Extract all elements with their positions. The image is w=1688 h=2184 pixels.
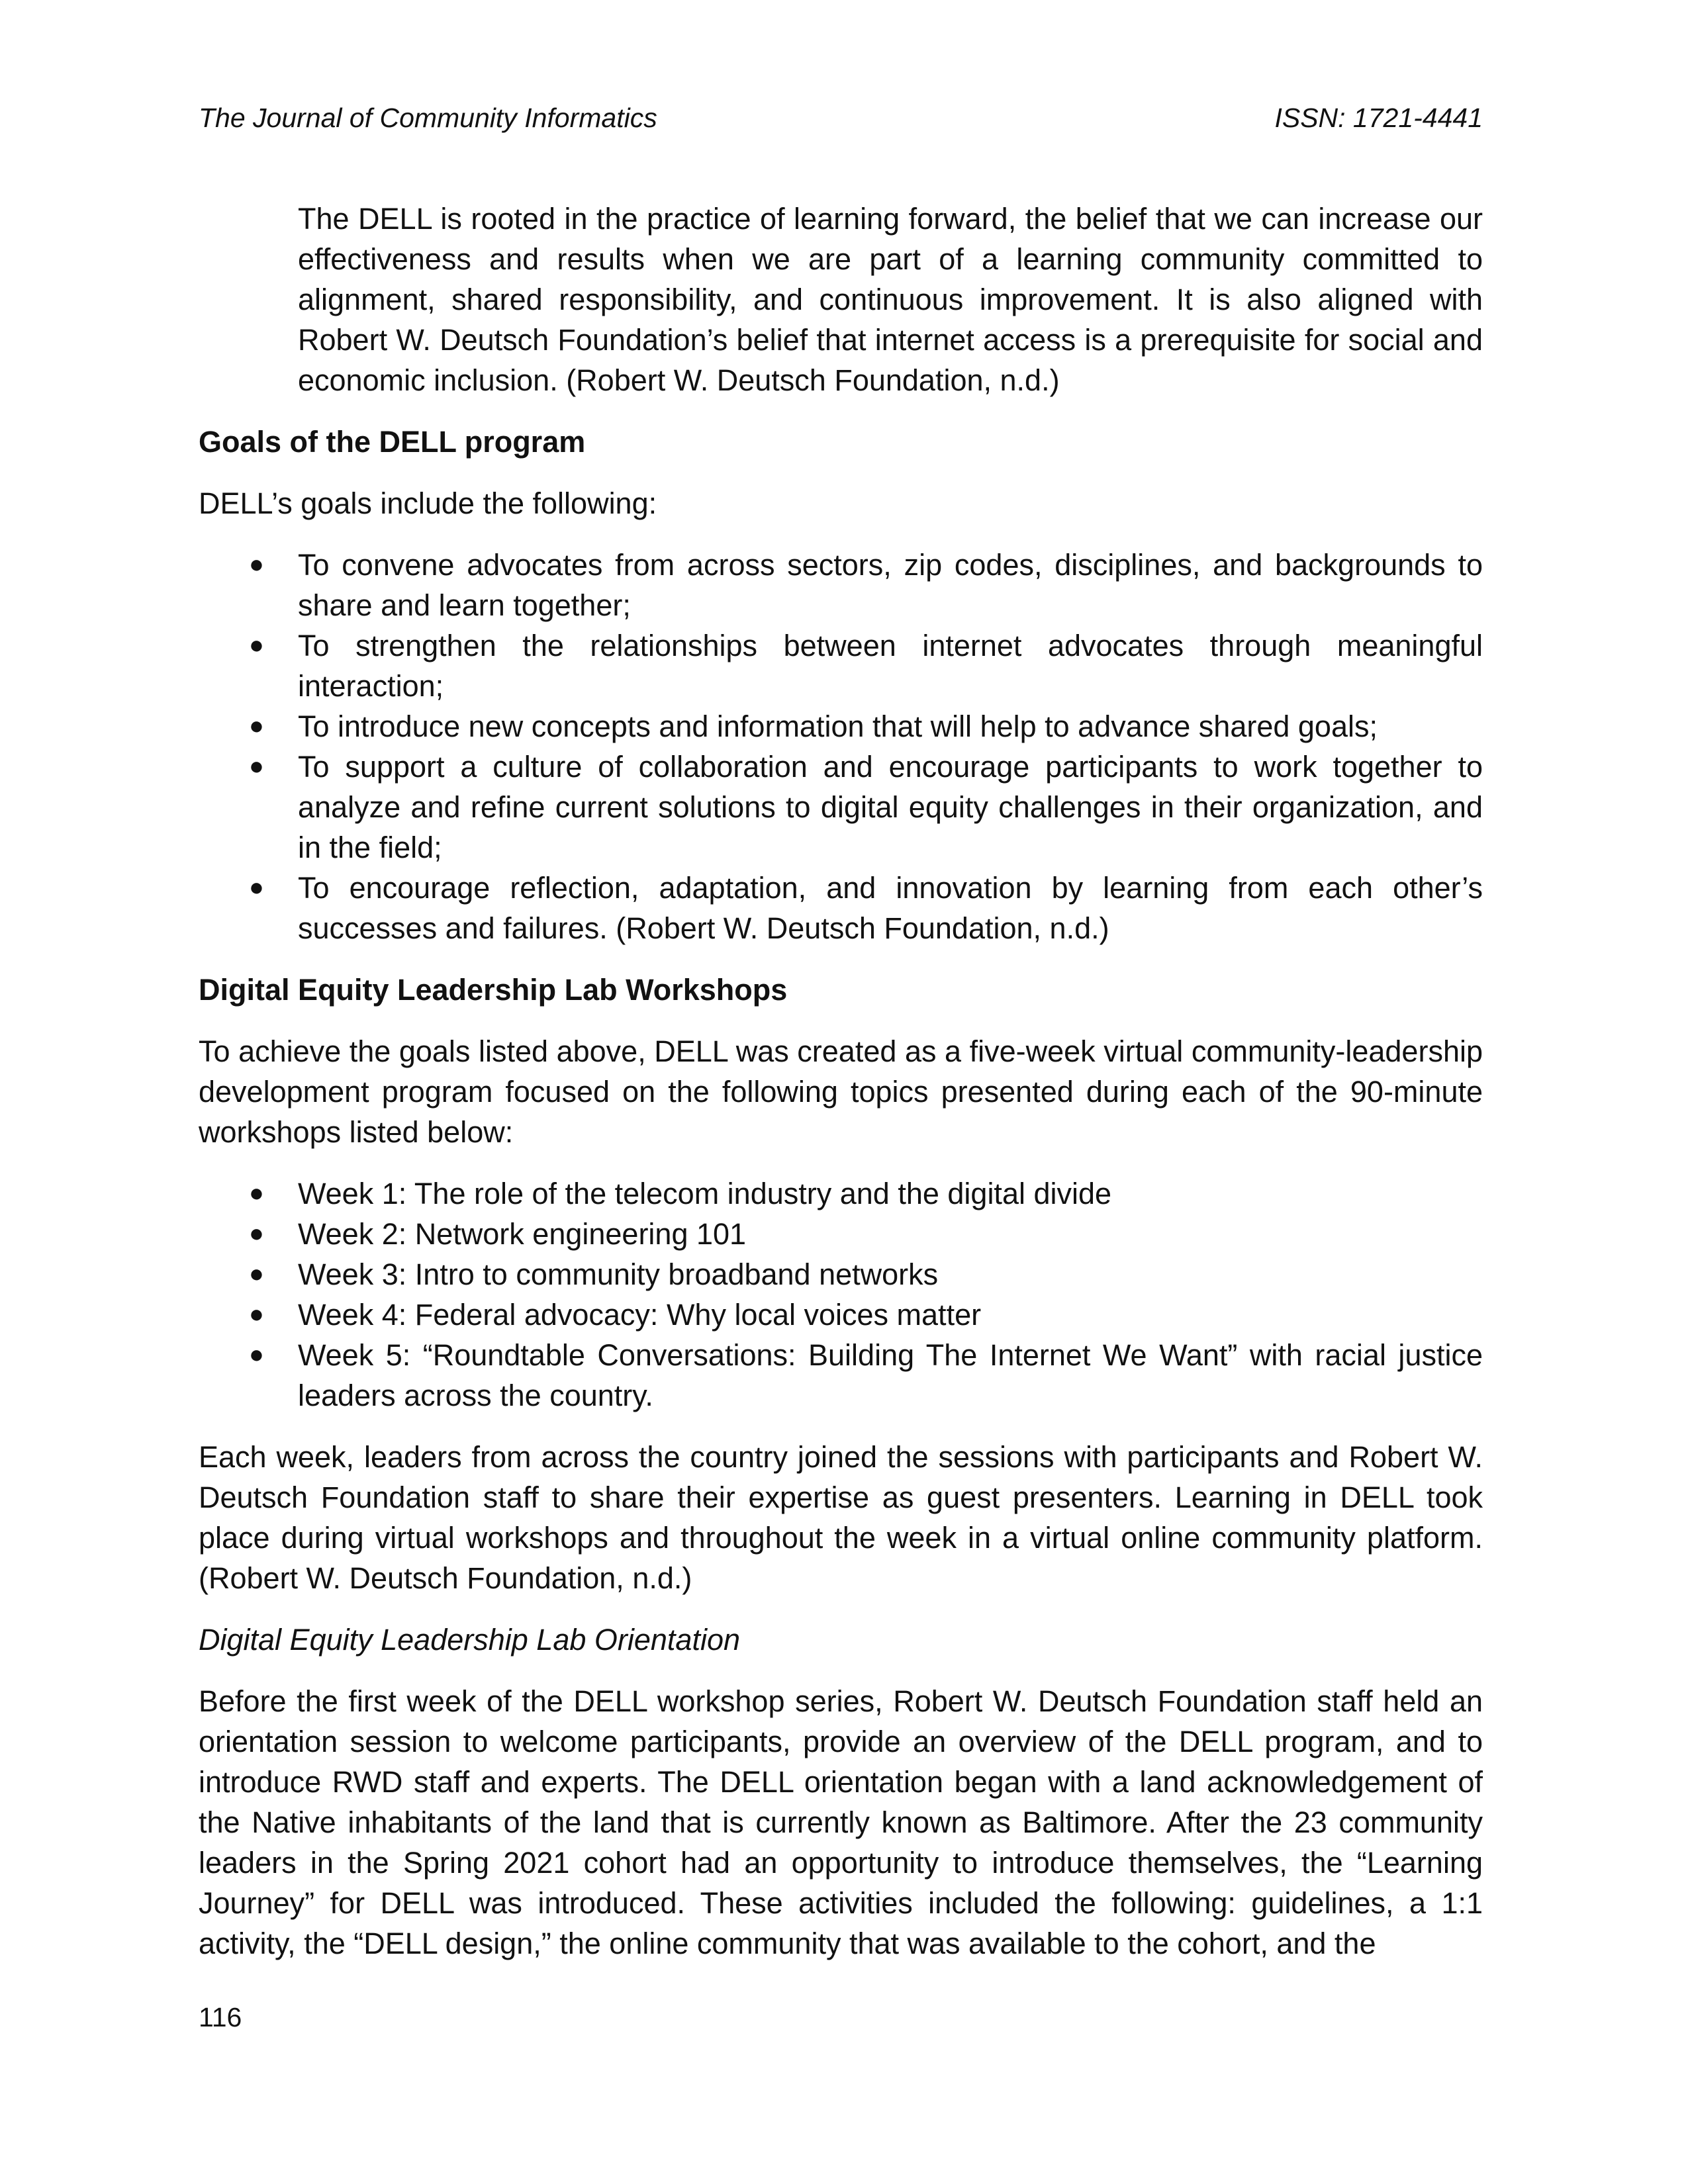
orientation-text: Before the first week of the DELL workshop series, Robert W. Deutsch Foundation staff held an orientation session to welcome participants, provide an overview of the DELL program, and to introduce RWD staff and experts. The DELL orientation began with a land acknowledgement of the Native inhabitants of the land that is currently known as Baltimore. After the 23 community leaders in the Spring 2021 cohort had an opportunity to introduce themselves, the “Learning Journey” for DELL was introduced. These activities included the following: guidelines, a 1:1 activity, the “DELL design,” the online community that was available to the cohort, and the: [199, 1684, 1483, 1960]
running-header: [199, 99, 1483, 136]
list-item: [199, 625, 1483, 706]
bullet-icon: ●: [249, 1341, 264, 1369]
bullet-icon: ●: [249, 874, 264, 901]
workshops-heading: Digital Equity Leadership Lab Workshops: [199, 973, 788, 1007]
list-item: [199, 1335, 1483, 1416]
bullet-icon: ●: [249, 712, 264, 740]
list-item-text: To support a culture of collaboration and encourage participants to work together to analyze and refine current solutions to digital equity challenges in their organization, and in the field;: [298, 750, 1483, 864]
list-item: [199, 1295, 1483, 1335]
list-item-text: To strengthen the relationships between internet advocates through meaningful interaction;: [298, 629, 1483, 703]
list-item-text: To convene advocates from across sectors, zip codes, disciplines, and backgrounds to share and learn together;: [298, 548, 1483, 622]
list-item: [199, 1173, 1483, 1214]
page-number: 116: [199, 2002, 242, 2032]
list-item-text: Week 5: “Roundtable Conversations: Building The Internet We Want” with racial justice leaders across the country.: [298, 1338, 1483, 1412]
list-item-text: Week 1: The role of the telecom industry and the digital divide: [298, 1177, 1112, 1210]
list-item-text: To introduce new concepts and information that will help to advance shared goals;: [298, 709, 1378, 743]
bullet-icon: ●: [249, 551, 264, 578]
issn: ISSN: 1721-4441: [1274, 103, 1483, 133]
list-item-text: Week 3: Intro to community broadband networks: [298, 1257, 939, 1291]
bullet-icon: ●: [249, 631, 264, 659]
goals-heading: Goals of the DELL program: [199, 425, 586, 459]
journal-title: The Journal of Community Informatics: [199, 103, 657, 133]
orientation-heading: Digital Equity Leadership Lab Orientation: [199, 1623, 740, 1657]
workshops-list: [199, 1173, 1483, 1416]
goals-list: [199, 545, 1483, 948]
list-item-text: Week 4: Federal advocacy: Why local voices matter: [298, 1298, 982, 1332]
bullet-icon: ●: [249, 1220, 264, 1248]
list-item: [199, 1214, 1483, 1254]
workshops-after: Each week, leaders from across the country joined the sessions with participants and Robert W. Deutsch Foundation staff to share their expertise as guest presenters. Learning in DELL took place during virtual workshops and throughout the week in a virtual online community platform. (Robert W. Deutsch Foundation, n.d.): [199, 1440, 1483, 1595]
list-item: [199, 747, 1483, 868]
list-item: [199, 868, 1483, 948]
goals-lead: DELL’s goals include the following:: [199, 486, 657, 520]
list-item: [199, 706, 1483, 747]
list-item: [199, 545, 1483, 625]
list-item: [199, 1254, 1483, 1295]
list-item-text: To encourage reflection, adaptation, and innovation by learning from each other’s successes and failures. (Robert W. Deutsch Foundation, n.d.): [298, 871, 1483, 945]
bullet-icon: ●: [249, 1300, 264, 1328]
workshops-lead: To achieve the goals listed above, DELL was created as a five-week virtual community-leadership development program focused on the following topics presented during each of the 90-minute workshops listed below:: [199, 1034, 1483, 1149]
intro-quote: The DELL is rooted in the practice of learning forward, the belief that we can increase our effectiveness and results when we are part of a learning community committed to alignment, shared responsibility, and continuous improvement. It is also aligned with Robert W. Deutsch Foundation’s belief that internet access is a prerequisite for social and economic inclusion. (Robert W. Deutsch Foundation, n.d.): [298, 202, 1483, 397]
bullet-icon: ●: [249, 752, 264, 780]
bullet-icon: ●: [249, 1260, 264, 1288]
list-item-text: Week 2: Network engineering 101: [298, 1217, 747, 1251]
article-body: [199, 199, 1483, 1985]
bullet-icon: ●: [249, 1179, 264, 1207]
